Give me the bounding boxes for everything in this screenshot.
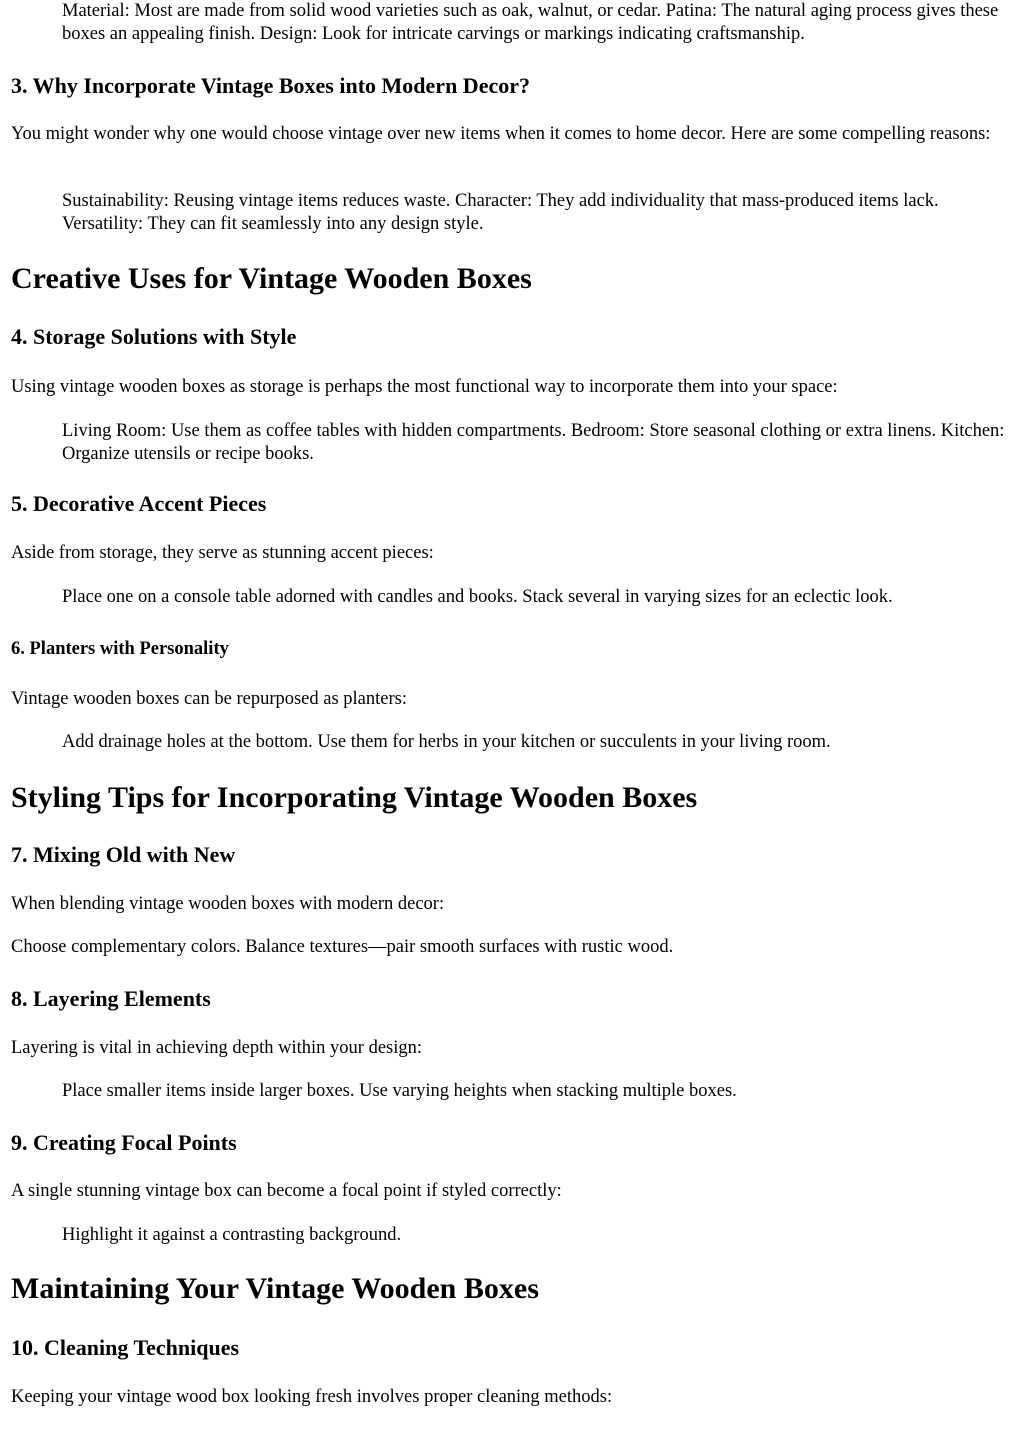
section-6-heading: 6. Planters with Personality [11, 639, 229, 659]
section-4-paragraph: Using vintage wooden boxes as storage is perhaps the most functional way to incorporate them into your space: [11, 377, 838, 397]
section-7-paragraph: When blending vintage wooden boxes with modern decor: [11, 894, 445, 914]
section-7-heading: 7. Mixing Old with New [11, 842, 236, 867]
maintaining-heading: Maintaining Your Vintage Wooden Boxes [11, 1272, 539, 1305]
section-5-list: Place one on a console table adorned with candles and books. Stack several in varying sizes for an eclectic look. [62, 587, 893, 607]
section-5-heading: 5. Decorative Accent Pieces [11, 491, 267, 516]
section-4-heading: 4. Storage Solutions with Style [11, 324, 297, 349]
section-5-paragraph: Aside from storage, they serve as stunning accent pieces: [11, 543, 434, 563]
section-8-paragraph: Layering is vital in achieving depth within your design: [11, 1038, 423, 1058]
section-7-list: Choose complementary colors. Balance textures—pair smooth surfaces with rustic wood. [11, 937, 674, 957]
section-6-list: Add drainage holes at the bottom. Use them for herbs in your kitchen or succulents in your living room. [62, 732, 831, 752]
section-10-paragraph: Keeping your vintage wood box looking fresh involves proper cleaning methods: [11, 1387, 613, 1407]
creative-uses-heading: Creative Uses for Vintage Wooden Boxes [11, 262, 532, 295]
section-3-heading: 3. Why Incorporate Vintage Boxes into Modern Decor? [11, 73, 530, 98]
section-9-list: Highlight it against a contrasting background. [62, 1225, 402, 1245]
section-3-list: Sustainability: Reusing vintage items reduces waste. Character: They add individuality that mass-produced items lack. Versatility: They can fit seamlessly into any design style. [62, 191, 939, 234]
styling-tips-heading: Styling Tips for Incorporating Vintage Wooden Boxes [11, 781, 698, 814]
section-3-paragraph: You might wonder why one would choose vintage over new items when it comes to home decor. Here are some compelling reasons: [11, 124, 991, 144]
section-10-heading: 10. Cleaning Techniques [11, 1335, 240, 1360]
section-8-heading: 8. Layering Elements [11, 986, 211, 1011]
section-9-heading: 9. Creating Focal Points [11, 1130, 237, 1155]
section-6-paragraph: Vintage wooden boxes can be repurposed as planters: [11, 689, 407, 709]
section-4-list: Living Room: Use them as coffee tables with hidden compartments. Bedroom: Store seasonal clothing or extra linens. Kitchen: Organize utensils or recipe books. [62, 421, 1005, 464]
intro-list: Material: Most are made from solid wood varieties such as oak, walnut, or cedar. Patina: The natural aging process gives these boxes an appealing finish. Design: Look for intricate carvings or markings indicating craftsmanship. [62, 1, 999, 44]
section-8-list: Place smaller items inside larger boxes. Use varying heights when stacking multiple boxes. [62, 1081, 737, 1101]
section-9-paragraph: A single stunning vintage box can become a focal point if styled correctly: [11, 1181, 562, 1201]
